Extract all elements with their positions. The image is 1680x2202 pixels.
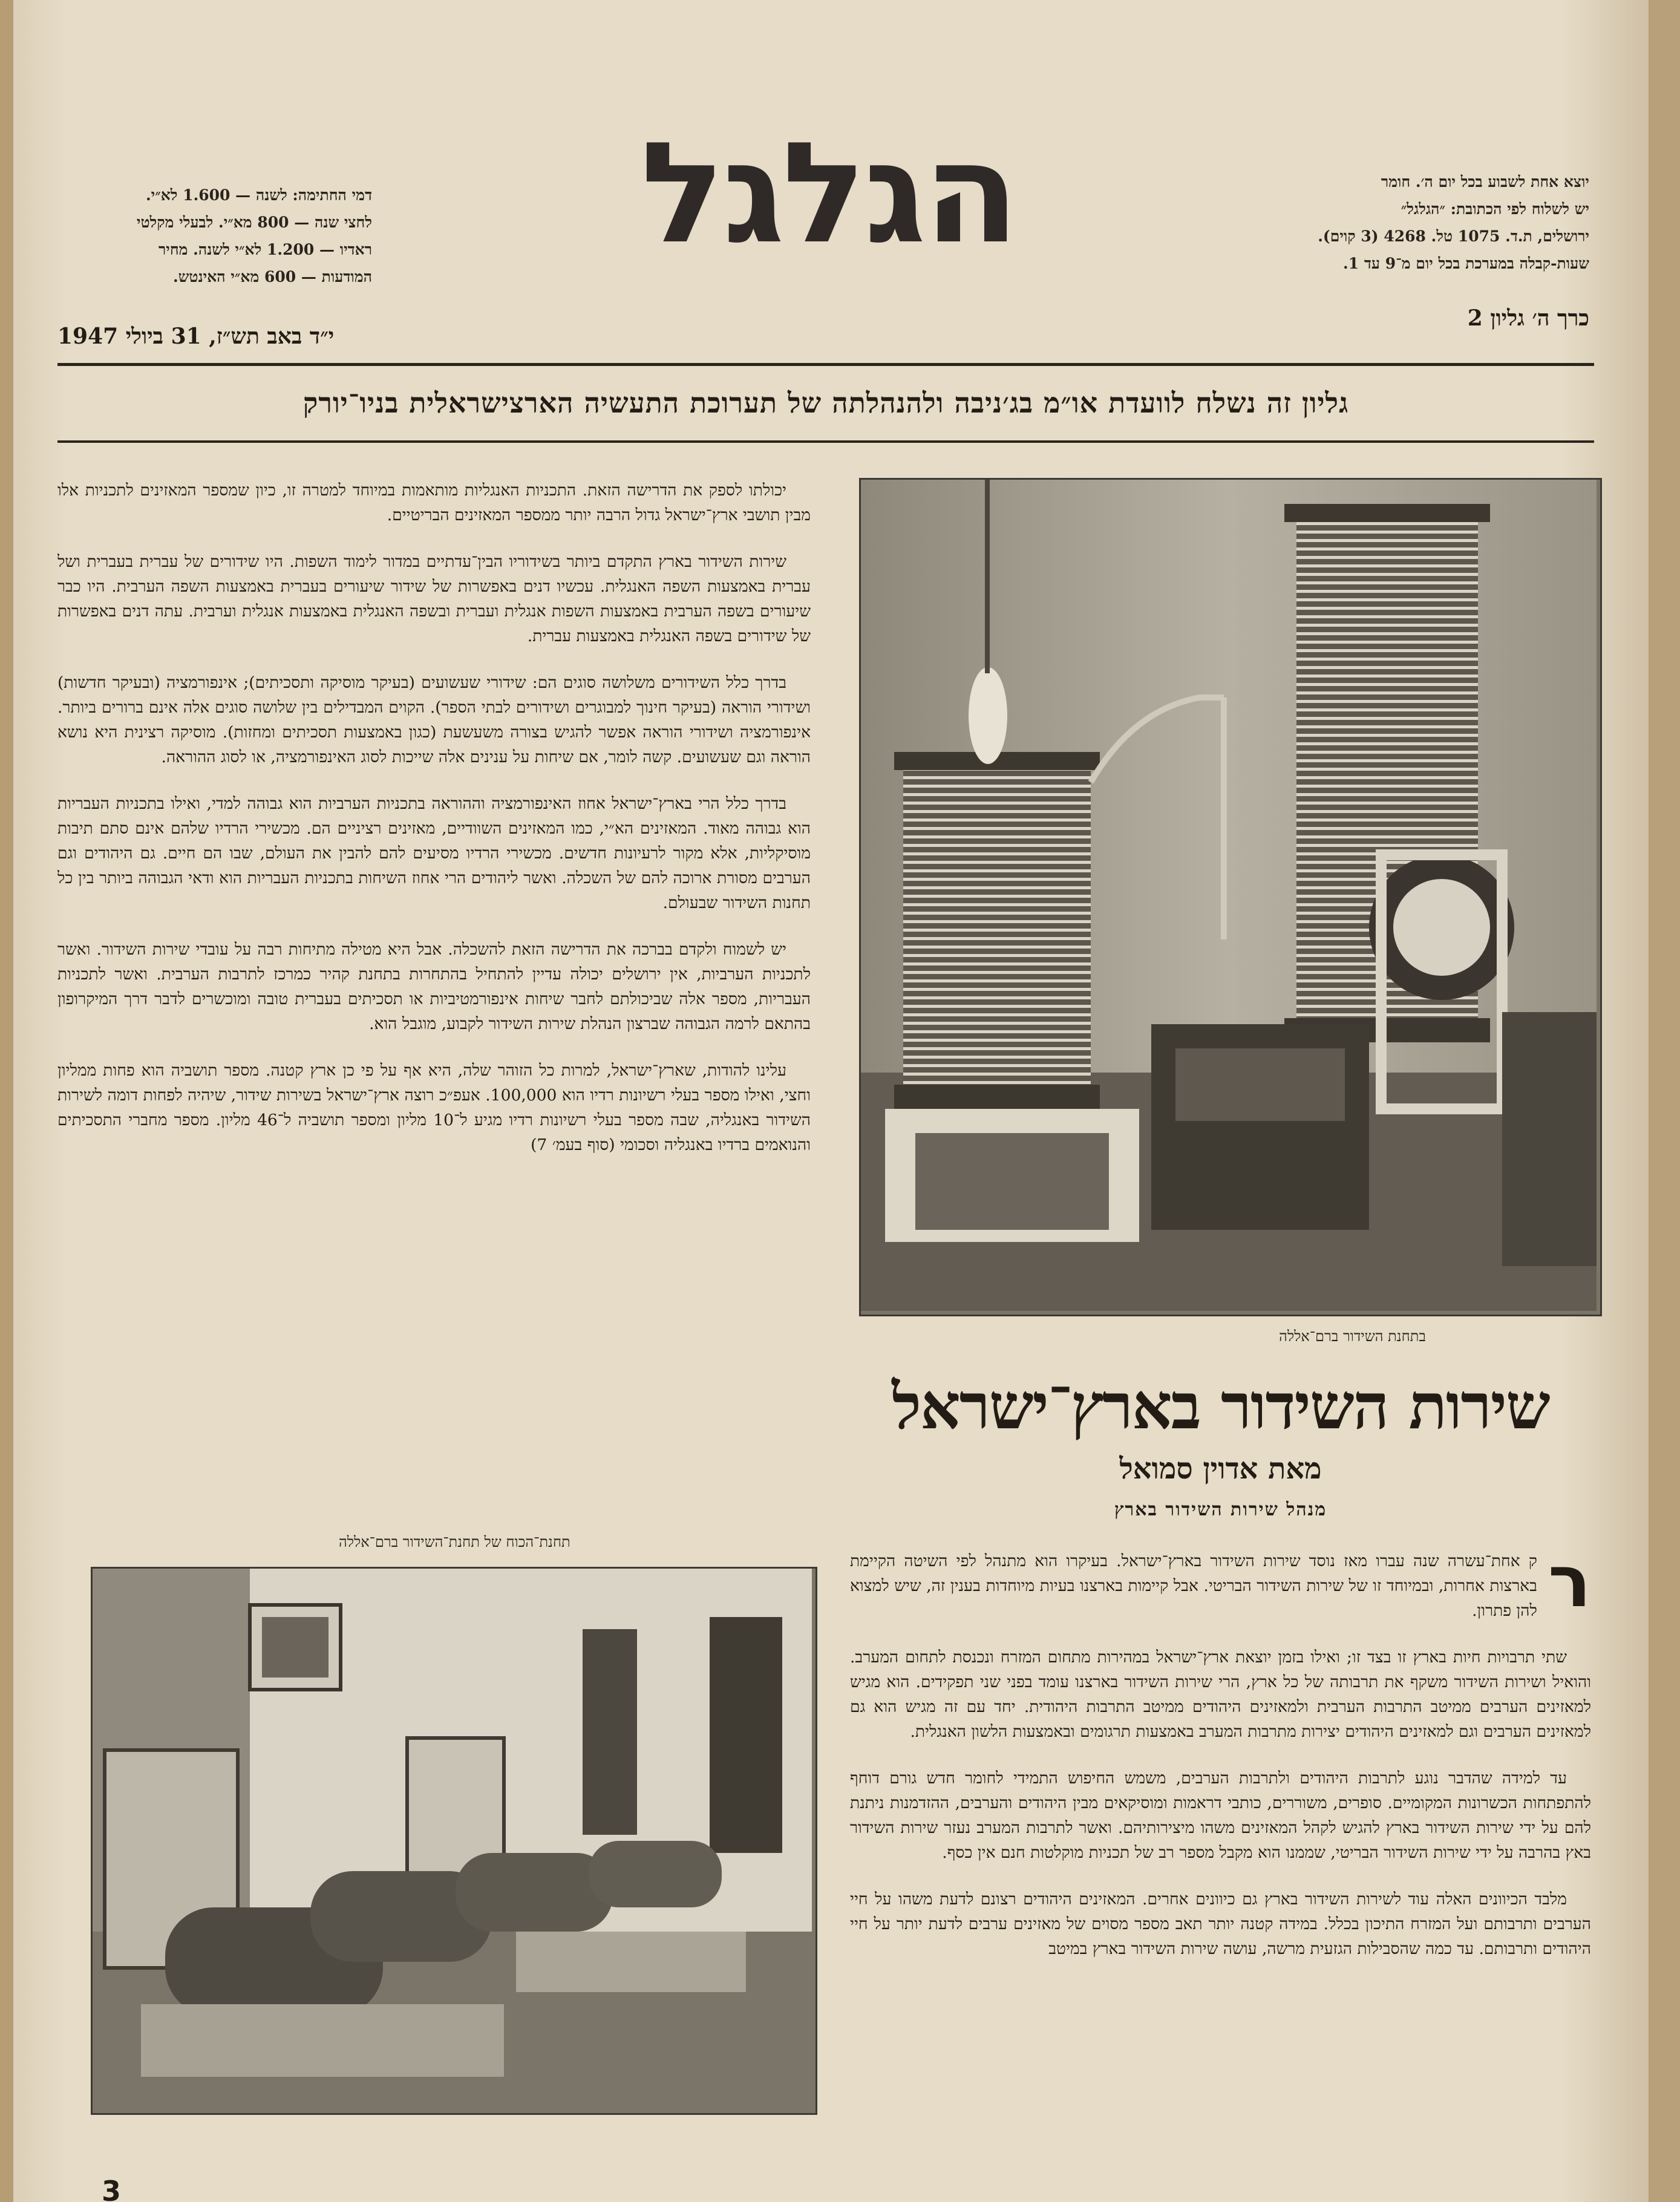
- dedication-banner: גליון זה נשלח לוועדת או״מ בג׳ניבה ולהנהלתה של תערוכת התעשיה הארצישראלית בניו־יורק: [302, 387, 1349, 419]
- article-paragraph: מלבד הכיוונים האלה עוד לשירות השידור בארץ גם כיוונים אחרים. המאזינים היהודים רצונם לדעת משהו על חיי הערבים ותרבותם ועל המזרח התיכון בכלל. במידה קטנה יותר תאב מספר מסוים של מאזינים ערבים לדעת יותר על חיי היהודים ותרבותם. עד כמה שהסבילות הגזעית מרשה, עושה שירות השידור בארץ במיטב: [850, 1890, 1591, 1958]
- power-station-photo: [91, 1567, 817, 2115]
- subscription-info-line: דמי החתימה: לשנה — 1.600 לא״י.: [145, 186, 372, 204]
- subscription-info-line: ראדיו — 1.200 לא״י לשנה. מחיר: [159, 241, 372, 258]
- article-paragraph: בדרך כלל השידורים משלושה סוגים הם: שידורי שעשועים (בעיקר מוסיקה ותסכיתים); אינפורמציה (ובעיקר חדשות) ושידורי הוראה (בעיקר חינוך למבוגרים ושידורים לבתי הספר). הקוים המבדילים בין שלושה סוגים אלה אינם ברורים ביותר. אינפורמציה ושידורי הוראה אפשר להגיש בצורה משעשעת (כגון באמצעות תסכיתים ומחזות). מוסיקה רצינית היא נושא הוראה וגם שעשועים. קשה לומר, אם שיחות על ענינים אלה שייכות לסוג האינפורמציה, או לסוג ההוראה.: [57, 673, 811, 766]
- publication-info-line: יוצא אחת לשבוע בכל יום ה׳. חומר: [1381, 173, 1589, 191]
- power-station-photo-graphic: [93, 1569, 812, 2109]
- masthead-rule-bottom: [57, 440, 1594, 443]
- article-paragraph: יכולתו לספק את הדרישה הזאת. התכניות האנגליות מותאמות במיוחד למטרה זו, כיון שמספר המאזינים לתכניות אלו מבין תושבי ארץ־ישראל גדול הרבה יותר ממספר המאזינים הבריטיים.: [57, 481, 811, 524]
- transmitter-photo-graphic: [861, 480, 1597, 1311]
- transmitter-photo: [859, 478, 1602, 1316]
- drop-cap: ר: [1548, 1549, 1591, 1623]
- page-left-edge: [0, 0, 13, 2202]
- photo-caption: תחנת־הכוח של תחנת־השידור ברם־אללה: [339, 1534, 570, 1550]
- article-body: [850, 1549, 1591, 2190]
- volume-issue: כרך ה׳ גליון 2: [1467, 305, 1589, 331]
- continued-column: [57, 478, 811, 1488]
- masthead-title: הגלגל: [641, 113, 1017, 275]
- subscription-info-line: לחצי שנה — 800 מא״י. לבעלי מקלטי: [136, 214, 372, 231]
- article-paragraph: שתי תרבויות חיות בארץ זו בצד זו; ואילו בזמן יוצאת ארץ־ישראל במהירות מתחום המזרח ונכנסת לתחום המערב. והואיל ושירות השידור משקף את תרבותה של כל ארץ, הרי שירות השידור בארצנו עומד בפני שני תפקידים. הוא מגיש למאזינים הערבים ממיטב התרבות הערבית ולמאזינים היהודים ממיטב התרבות היהודית. יחד עם זה מגיש הוא גם למאזינים הערבים וגם למאזינים היהודים יצירות מתרבות המערב באמצעות תרגומים ובאמצעות הלשון האנגלית.: [850, 1648, 1591, 1741]
- article-paragraph: בדרך כלל הרי בארץ־ישראל אחוז האינפורמציה וההוראה בתכניות הערביות הוא גבוהה למדי, ואילו בתכניות העבריות הוא גבוהה מאוד. המאזינים הא״י, כמו המאזינים השוודיים, מאזינים רציניים הם. מכשירי הרדיו שלהם אינם סתם תיבות מוסיקליות, אלא מקור לרעיונות חדשים. מכשירי הרדיו מסיעים להם להבין את העולם, שבו הם חיים. גם היהודים וגם הערבים מסורת ארוכה להם של השכלה. ואשר ליהודים הרי אחוז השיחות בתכניות העבריות הוא ודאי הגבוהה ביותר בין כל תחנות השידור שבעולם.: [57, 794, 811, 912]
- subscription-info-line: המודעות — 600 מא״י האינטש.: [173, 268, 372, 286]
- publication-info-line: שעות-קבלה במערכת בכל יום מ־9 עד 1.: [1343, 255, 1589, 272]
- subscription-info: [57, 181, 372, 290]
- article-paragraph: יש לשמוח ולקדם בברכה את הדרישה הזאת להשכלה. אבל היא מטילה מתיחות רבה על עובדי שירות השידור. ואשר לתכניות הערביות, אין ירושלים יכולה עדיין להתחיל בהתחרות בתחנת קהיר כמרכז לתרבות הערבית. ואשר לתכניות העבריות, מספר אלה שביכולתם לחבר שיחות אינפורמטיביות או תסכיתים בעברית טובה ומוכשרים לדבר דרך המיקרופון בהתאם לרמה הגבוהה שברצון הנהלת שירות השידור לקבוע, מוגבל הוא.: [57, 940, 811, 1033]
- article-byline: מאת אדוין סמואל: [1119, 1452, 1322, 1486]
- article-headline: שירות השידור בארץ־ישראל: [892, 1369, 1549, 1443]
- page-right-edge: [1649, 0, 1680, 2202]
- photo-caption: בתחנת השידור ברם־אללה: [1279, 1328, 1426, 1345]
- author-role: מנהל שירות השידור בארץ: [1114, 1499, 1327, 1520]
- publication-info-line: יש לשלוח לפי הכתובת: ״הגלגל״: [1401, 200, 1589, 218]
- masthead-rule-top: [57, 363, 1594, 366]
- publication-info: [1250, 168, 1589, 277]
- article-paragraph: עלינו להודות, שארץ־ישראל, למרות כל הזוהר שלה, היא אף על פי כן ארץ קטנה. מספר תושביה הוא פחות ממליון וחצי, ואילו מספר בעלי רשיונות רדיו הוא 100,000. אעפ״כ רוצה ארץ־ישראל בשירות שידור, שיהיה לפחות דומה לשירות השידור באנגליה, שבה מספר בעלי רשיונות רדיו מגיע ל־10 מליון ומספר תושביה ל־46 מליון. מספר מחברי התסכיתים והנואמים ברדיו באנגליה וסכומי (סוף בעמ׳ 7): [57, 1061, 811, 1154]
- article-paragraph: עד למידה שהדבר נוגע לתרבות היהודים ולתרבות הערבים, משמש החיפוש התמידי לחומר חדש גורם דוחף להתפתחות הכשרונות המקומיים. סופרים, משוררים, כותבי דראמות ומוסיקאים מבין היהודים והערבים, ההזדמנות ניתנת להם על ידי שירות השידור בארץ להגיש לקהל המאזינים משהו מיצירותיהם. ואשר לתרבות המערב נעזר שירות השידור באץ בהרבה על ידי שירות השידור הבריטי, שממנו הוא מקבל מספר רב של תכניות מוקלטות חנם אין כסף.: [850, 1769, 1591, 1862]
- page-number: 3: [102, 2175, 122, 2202]
- issue-date: י״ד באב תש״ז, 31 ביולי 1947: [57, 324, 335, 349]
- article-first-paragraph-text: ק אחת־עשרה שנה עברו מאז נוסד שירות השידור בארץ־ישראל. בעיקרו הוא מתנהל לפי השיטה הקיימת בארצות אחרות, ובמיוחד זו של שירות השידור הבריטי. אבל קיימות בארצנו בעיות מיוחדות בענין זה, שיש למצוא להן פתרון.: [850, 1552, 1537, 1620]
- article-paragraph: שירות השידור בארץ התקדם ביותר בשידוריו הבין־עדתיים במדור לימוד השפות. היו שידורים של עברית בעברית ושל עברית באמצעות השפה האנגלית. עכשיו דנים באפשרות של שידור שיעורים בעברית באמצעות השפה הערבית. היו כבר שיעורים בשפה הערבית באמצעות השפות אנגלית ועברית ובשפה האנגלית באמצעות אנגלית וערבית. עתה דנים באפשרות של שידורים בשפה האנגלית באמצעות עברית.: [57, 552, 811, 645]
- publication-info-line: ירושלים, ת.ד. 1075 טל. 4268 (3 קוים).: [1318, 227, 1589, 245]
- article-paragraph: [850, 1549, 1591, 1623]
